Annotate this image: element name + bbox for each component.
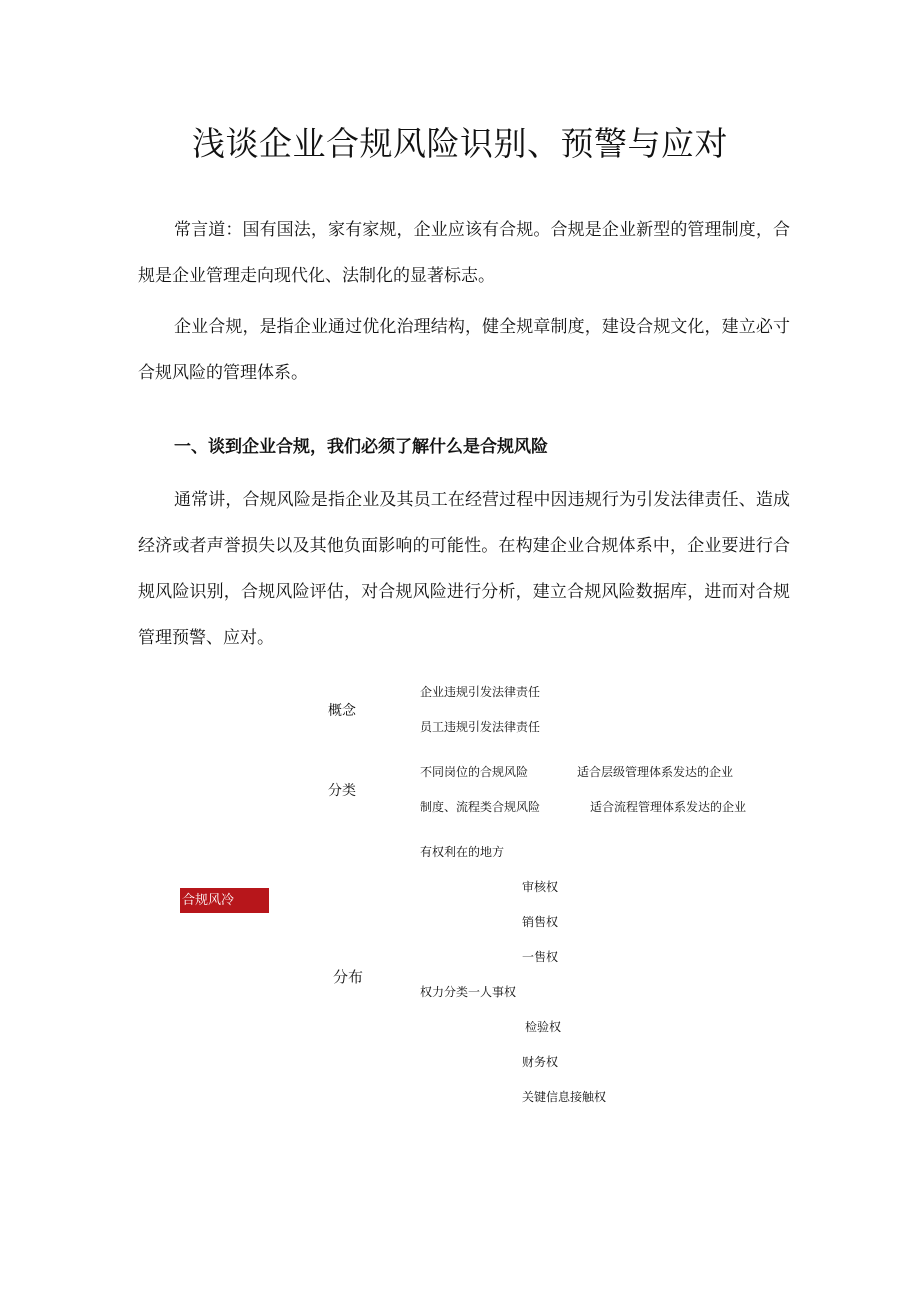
mindmap-category-note: 适合层级管理体系发达的企业	[577, 765, 734, 779]
section-heading-1: 一、谈到企业合规，我们必须了解什么是合规风险	[174, 437, 548, 457]
mindmap-concept-item: 企业违规引发法律责任	[420, 685, 541, 699]
mindmap-root-node: 合规风冷	[180, 888, 269, 913]
paragraph-definition: 企业合规，是指企业通过优化治理结构，健全规章制度，建设合规文化，建立必寸合规风险的管理体系。	[138, 317, 790, 383]
mindmap-power-item: 检验权	[525, 1020, 562, 1034]
mindmap-concept-item: 员工违规引发法律责任	[420, 720, 541, 734]
paragraph-risk-definition: 通常讲，合规风险是指企业及其员工在经营过程中因违规行为引发法律责任、造成经济或者声誉损失以及其他负面影响的可能性。在构建企业合规体系中，企业要进行合规风险识别，合规风险评估，对合规风险进行分析，建立合规风险数据库，进而对合规管理预警、应对。	[138, 490, 790, 648]
page-title: 浅谈企业合规风险识别、预警与应对	[192, 124, 728, 163]
mindmap-category-item: 不同岗位的合规风险	[420, 765, 529, 779]
mindmap-category-note: 适合流程管理体系发达的企业	[590, 800, 747, 814]
mindmap-branch-distribution: 分布	[333, 968, 364, 986]
paragraph-intro: 常言道：国有国法，家有家规，企业应该有合规。合规是企业新型的管理制度，合规是企业管理走向现代化、法制化的显著标志。	[138, 220, 790, 286]
mindmap-power-class: 权力分类一人事权	[420, 985, 517, 999]
mindmap-branch-category: 分类	[328, 783, 356, 799]
mindmap-power-item: 财务权	[522, 1055, 559, 1069]
mindmap-branch-concept: 概念	[328, 703, 356, 719]
mindmap-power-item: 审核权	[522, 880, 559, 894]
mindmap-power-item: 关键信息接触权	[522, 1090, 607, 1104]
mindmap-distribution-where: 有权利在的地方	[420, 845, 505, 859]
mindmap-power-item: 销售权	[522, 915, 559, 929]
mindmap-category-item: 制度、流程类合规风险	[420, 800, 541, 814]
mindmap-power-item: 一售权	[522, 950, 559, 964]
